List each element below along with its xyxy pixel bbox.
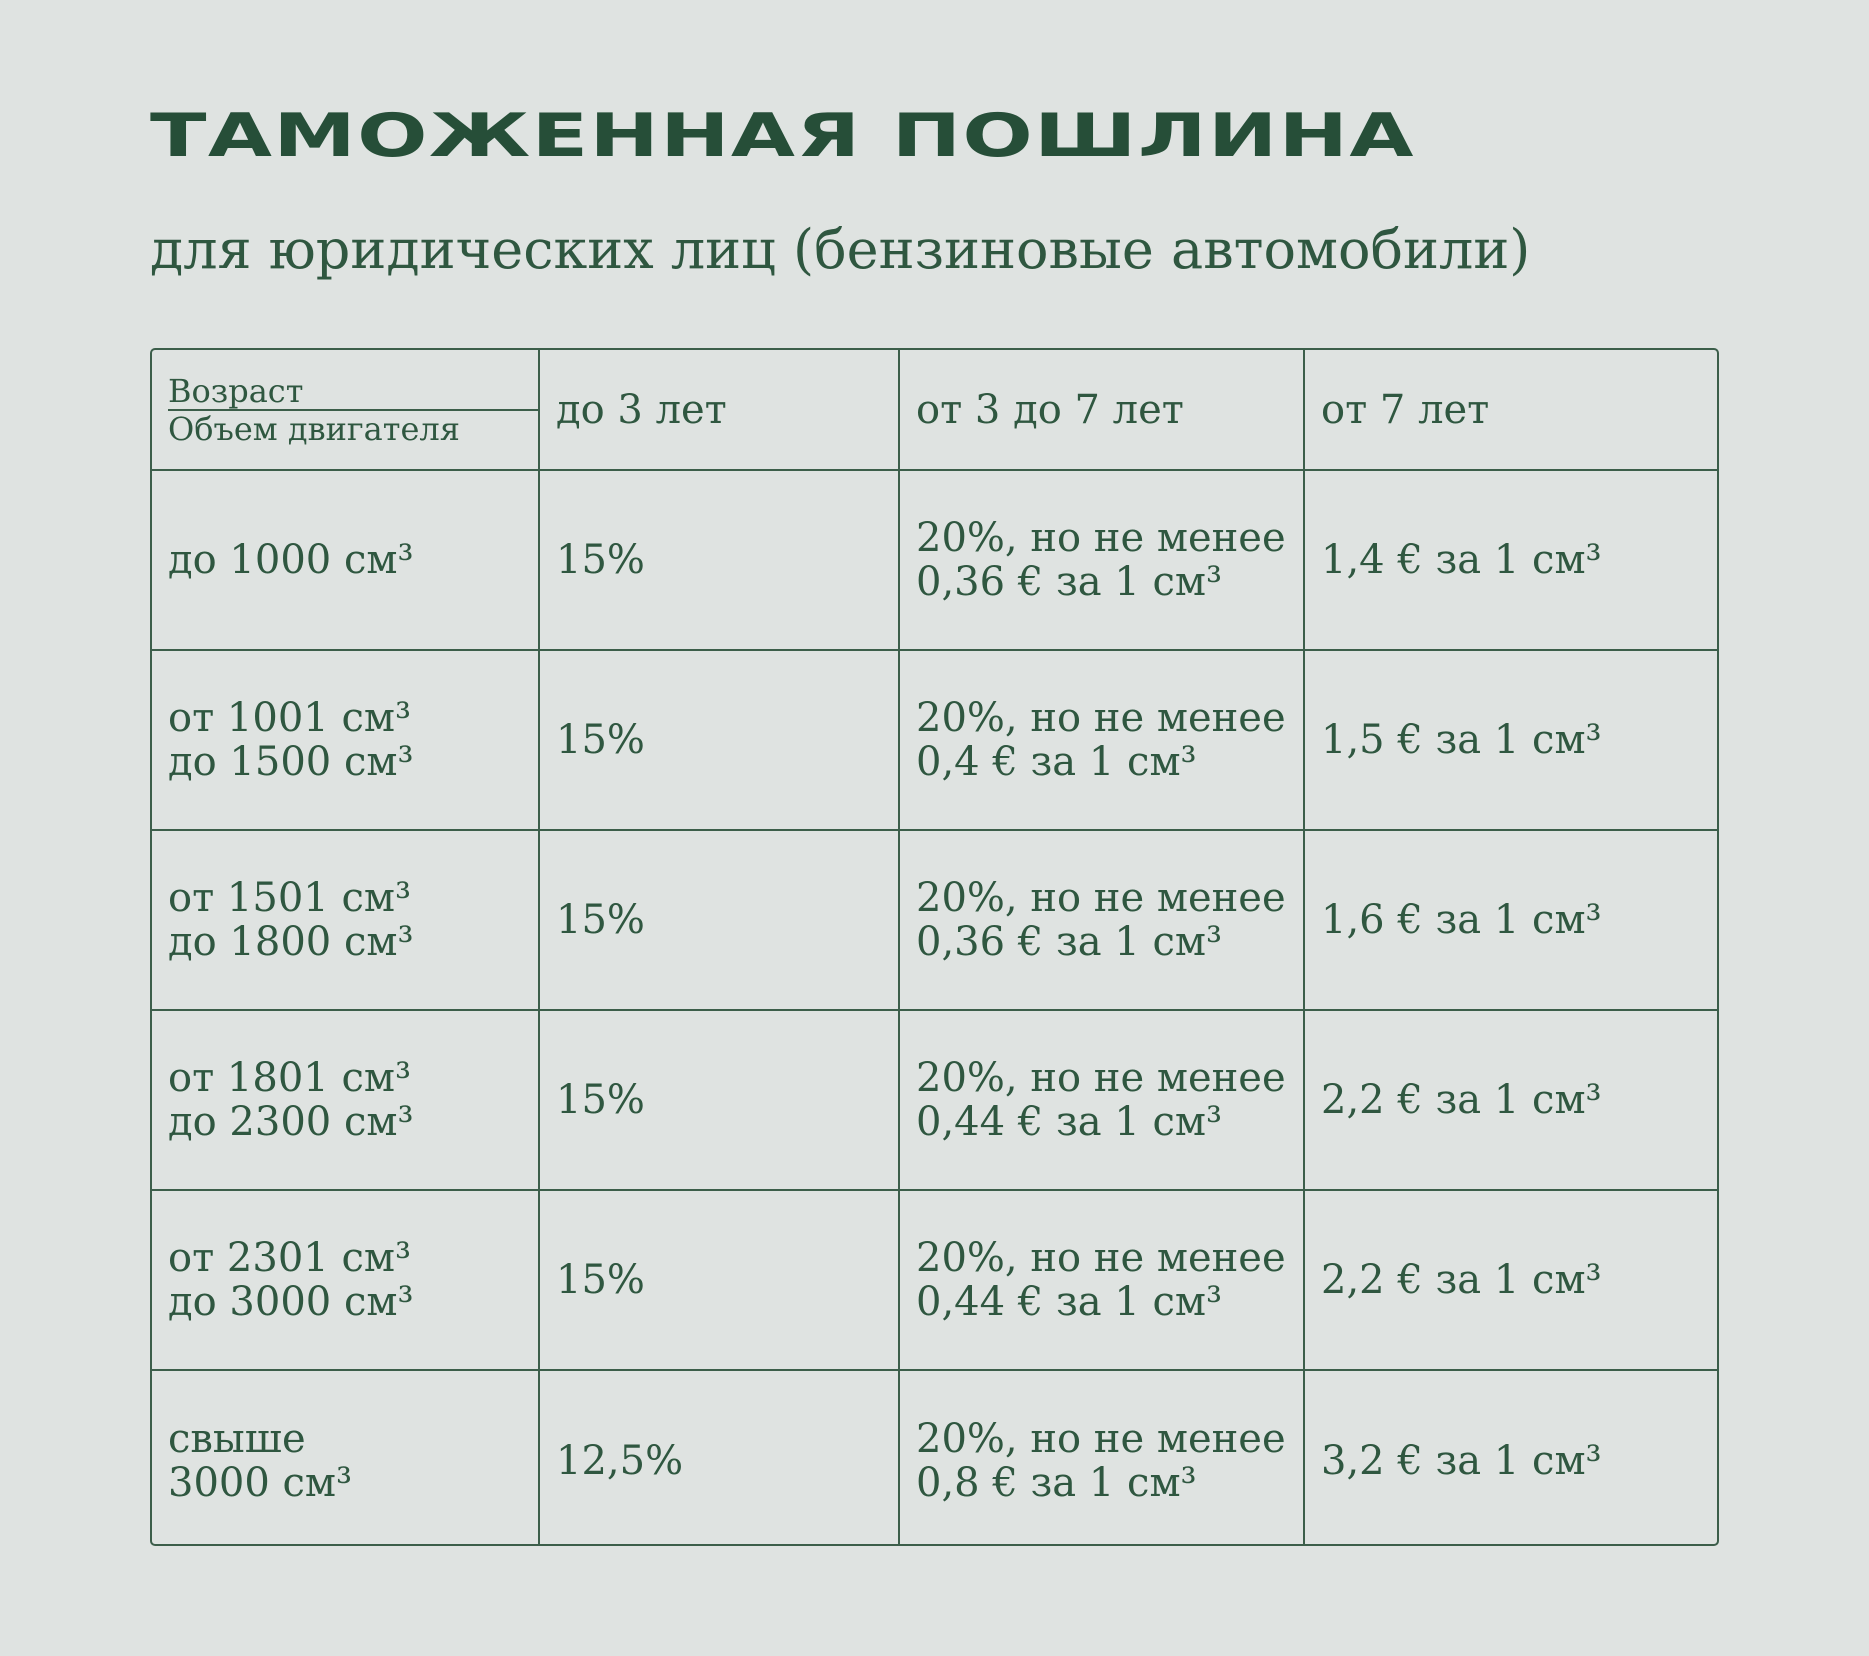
rate-over-7-cell: 1,4 € за 1 см³ <box>1304 470 1717 650</box>
rate-3-to-7-minimum: 0,44 € за 1 см³ <box>916 1279 1223 1325</box>
engine-volume-line: свыше <box>168 1415 306 1462</box>
rate-3-to-7-minimum: 0,4 € за 1 см³ <box>916 739 1197 785</box>
page-title: ТАМОЖЕННАЯ ПОШЛИНА <box>150 101 1415 171</box>
rate-3-to-7-percent: 20%, но не менее <box>916 695 1286 741</box>
corner-age-label: Возраст <box>168 373 538 411</box>
rate-3-to-7-cell <box>899 650 1304 830</box>
rate-3-to-7-minimum: 0,36 € за 1 см³ <box>916 559 1223 605</box>
engine-volume-cell <box>152 1010 539 1190</box>
rate-up-to-3-cell: 15% <box>539 1010 899 1190</box>
engine-volume-line: до 3000 см³ <box>168 1279 414 1325</box>
engine-volume-line: от 1501 см³ <box>168 875 411 921</box>
engine-volume-cell <box>152 650 539 830</box>
rate-3-to-7-cell <box>899 1190 1304 1370</box>
table-row <box>152 1370 1717 1546</box>
rate-up-to-3-cell: 15% <box>539 1190 899 1370</box>
rate-3-to-7-cell <box>899 830 1304 1010</box>
table-header-row <box>152 350 1717 470</box>
engine-volume-line: до 1800 см³ <box>168 919 414 965</box>
header-up-to-3-years: до 3 лет <box>539 350 899 470</box>
duty-table-frame <box>150 348 1719 1546</box>
duty-table <box>152 350 1717 1546</box>
engine-volume-line: 3000 см³ <box>168 1459 353 1506</box>
engine-volume-line: до 1500 см³ <box>168 739 414 785</box>
corner-volume-label: Объем двигателя <box>168 409 460 448</box>
rate-over-7-cell: 3,2 € за 1 см³ <box>1304 1370 1717 1546</box>
table-row <box>152 650 1717 830</box>
page-subtitle: для юридических лиц (бензиновые автомобили) <box>150 218 1531 281</box>
rate-3-to-7-percent: 20%, но не менее <box>916 1235 1286 1281</box>
rate-3-to-7-cell <box>899 470 1304 650</box>
table-row <box>152 1190 1717 1370</box>
engine-volume-line: от 2301 см³ <box>168 1235 411 1281</box>
rate-3-to-7-percent: 20%, но не менее <box>916 1055 1286 1101</box>
engine-volume-cell <box>152 830 539 1010</box>
rate-3-to-7-cell <box>899 1370 1304 1546</box>
table-row <box>152 830 1717 1010</box>
engine-volume-line: от 1801 см³ <box>168 1055 411 1101</box>
table-row <box>152 1010 1717 1190</box>
rate-3-to-7-percent: 20%, но не менее <box>916 875 1286 921</box>
engine-volume-cell <box>152 1190 539 1370</box>
rate-up-to-3-cell: 15% <box>539 470 899 650</box>
rate-up-to-3-cell: 15% <box>539 830 899 1010</box>
rate-up-to-3-cell: 15% <box>539 650 899 830</box>
engine-volume-cell <box>152 470 539 650</box>
rate-up-to-3-cell: 12,5% <box>539 1370 899 1546</box>
rate-3-to-7-minimum: 0,8 € за 1 см³ <box>916 1459 1197 1506</box>
rate-3-to-7-minimum: 0,44 € за 1 см³ <box>916 1099 1223 1145</box>
rate-over-7-cell: 2,2 € за 1 см³ <box>1304 1190 1717 1370</box>
rate-over-7-cell: 2,2 € за 1 см³ <box>1304 1010 1717 1190</box>
rate-3-to-7-percent: 20%, но не менее <box>916 515 1286 561</box>
header-over-7-years: от 7 лет <box>1304 350 1717 470</box>
rate-3-to-7-percent: 20%, но не менее <box>916 1415 1286 1462</box>
corner-header-cell <box>152 350 539 470</box>
rate-over-7-cell: 1,5 € за 1 см³ <box>1304 650 1717 830</box>
rate-over-7-cell: 1,6 € за 1 см³ <box>1304 830 1717 1010</box>
engine-volume-cell <box>152 1370 539 1546</box>
rate-3-to-7-cell <box>899 1010 1304 1190</box>
engine-volume-line: от 1001 см³ <box>168 695 411 741</box>
header-3-to-7-years: от 3 до 7 лет <box>899 350 1304 470</box>
table-row <box>152 470 1717 650</box>
rate-3-to-7-minimum: 0,36 € за 1 см³ <box>916 919 1223 965</box>
engine-volume-line: до 1000 см³ <box>168 537 414 583</box>
engine-volume-line: до 2300 см³ <box>168 1099 414 1145</box>
